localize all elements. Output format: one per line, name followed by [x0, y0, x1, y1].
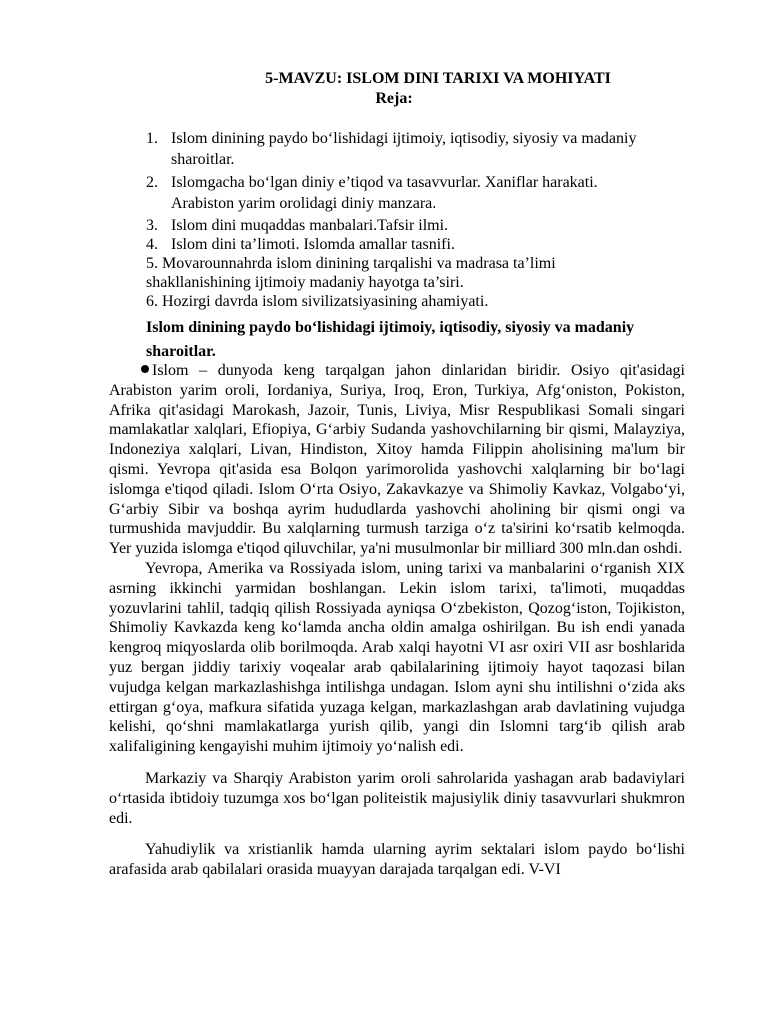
plan-item-text: Islom dini ta’limoti. Islomda amallar tasnifi.: [171, 236, 455, 253]
paragraph: Markaziy va Sharqiy Arabiston yarim oroli sahrolarida yashagan arab badaviylari o‘rtasida ibtidoiy tuzumga xos bo‘lgan politeistik majusiylik diniy tasavvurlari shukmron edi.: [109, 769, 685, 827]
plan-item: [146, 254, 646, 292]
plan-item: [146, 128, 646, 170]
paragraph-text: Islom – dunyoda keng tarqalgan jahon dinlaridan biridir. Osiyo qit'asidagi Arabiston yarim oroli, Iordaniya, Suriya, Iroq, Eron, Turkiya, Afg‘oniston, Pokiston, Afrika qit'asidagi Marokash, Jazoir, Tunis, Liviya, Misr Respublikasi Somali singari mamlakatlar xalqlari, Efiopiya, G‘arbiy Sudanda yashovchilarning bir qismi, Malayziya, Indoneziya xalqlari, Livan, Hindiston, Xitoy hamda Filippin aholisining ma'lum bir qismi. Yevropa qit'asida esa Bolqon yarimorolida yashovchi xalqlarning bir bo‘lagi islomga e'tiqod qiladi. Islom O‘rta Osiyo, Zakavkazye va Shimoliy Kavkaz, Volgabo‘yi, G‘arbiy Sibir va boshqa ayrim hududlarda yashovchi aholining bir qismi ongi va turmushida mavjuddir. Bu xalqlarning turmush tarziga o‘z ta'sirini ko‘rsatib kelmoqda. Yer yuzida islomga e'tiqod qiluvchilar, ya'ni musulmonlar bir milliard 300 mln.dan oshdi.: [109, 362, 685, 558]
plan-item-number: 2.: [146, 174, 158, 191]
plan-item-number: 6.: [146, 293, 158, 310]
plan-list: [146, 128, 646, 311]
plan-item-text: Islomgacha bo‘lgan diniy e’tiqod va tasavvurlar. Xaniflar harakati. Arabiston yarim orolidagi diniy manzara.: [171, 174, 598, 212]
paragraph: [109, 361, 685, 559]
plan-item-text: Islom dinining paydo bo‘lishidagi ijtimoiy, iqtisodiy, siyosiy va madaniy sharoitlar.: [171, 130, 637, 168]
document-title: 5-MAVZU: ISLOM DINI TARIXI VA MOHIYATI: [265, 70, 611, 87]
plan-item: [146, 216, 646, 235]
plan-item-number: 4.: [146, 236, 158, 253]
plan-heading: Reja:: [375, 90, 413, 107]
plan-item: [146, 172, 646, 214]
plan-item: [146, 235, 646, 254]
plan-item-number: 5.: [146, 255, 158, 272]
plan-item-text: Islom dini muqaddas manbalari.Tafsir ilmi.: [171, 217, 449, 234]
plan-item-number: 1.: [146, 130, 158, 147]
paragraph: Yahudiylik va xristianlik hamda ularning ayrim sektalari islom paydo bo‘lishi arafasida arab qabilalari orasida muayyan darajada tarqalgan edi. V-VI: [109, 841, 685, 879]
plan-item-text: Movarounnahrda islom dinining tarqalishi va madrasa ta’limi shakllanishining ijtimoiy madaniy hayotga ta’siri.: [146, 255, 556, 291]
plan-item: [146, 292, 646, 311]
paragraph: Yevropa, Amerika va Rossiyada islom, uning tarixi va manbalarini o‘rganish XIX asrning ikkinchi yarmidan boshlangan. Lekin islom tarixi, ta'limoti, muqaddas yozuvlarini tahlil, tadqiq qilish Rossiyada ayniqsa O‘zbekiston, Qozog‘iston, Tojikiston, Shimoliy Kavkazda keng ko‘lamda ancha oldin amalga oshirilgan. Bu ish endi yanada kengroq miqyoslarda olib borilmoqda. Arab xalqi hayotni VI asr oxiri VII asr boshlarida yuz bergan jiddiy tarixiy voqealar arab qabilalarining ijtimoiy hayot taqozasi bilan vujudga kelgan markazlashishga intilishga undagan. Islom ayni shu intilishni o‘zida aks ettirgan g‘oya, mafkura sifatida yuzaga kelgan, markazlashgan arab davlatining vujudga kelishi, qo‘shni mamlakatlarga yurish qilib, yangi din Islomni targ‘ib qilish arab xalifaligining kengayishi muhim ijtimoiy yo‘nalish edi.: [109, 559, 685, 756]
body-text: [109, 361, 685, 880]
section-heading: Islom dinining paydo bo‘lishidagi ijtimoiy, iqtisodiy, siyosiy va madaniy sharoitlar.: [146, 319, 635, 360]
bullet-icon: [141, 365, 149, 373]
plan-item-text: Hozirgi davrda islom sivilizatsiyasining ahamiyati.: [162, 293, 489, 310]
plan-item-number: 3.: [146, 217, 158, 234]
